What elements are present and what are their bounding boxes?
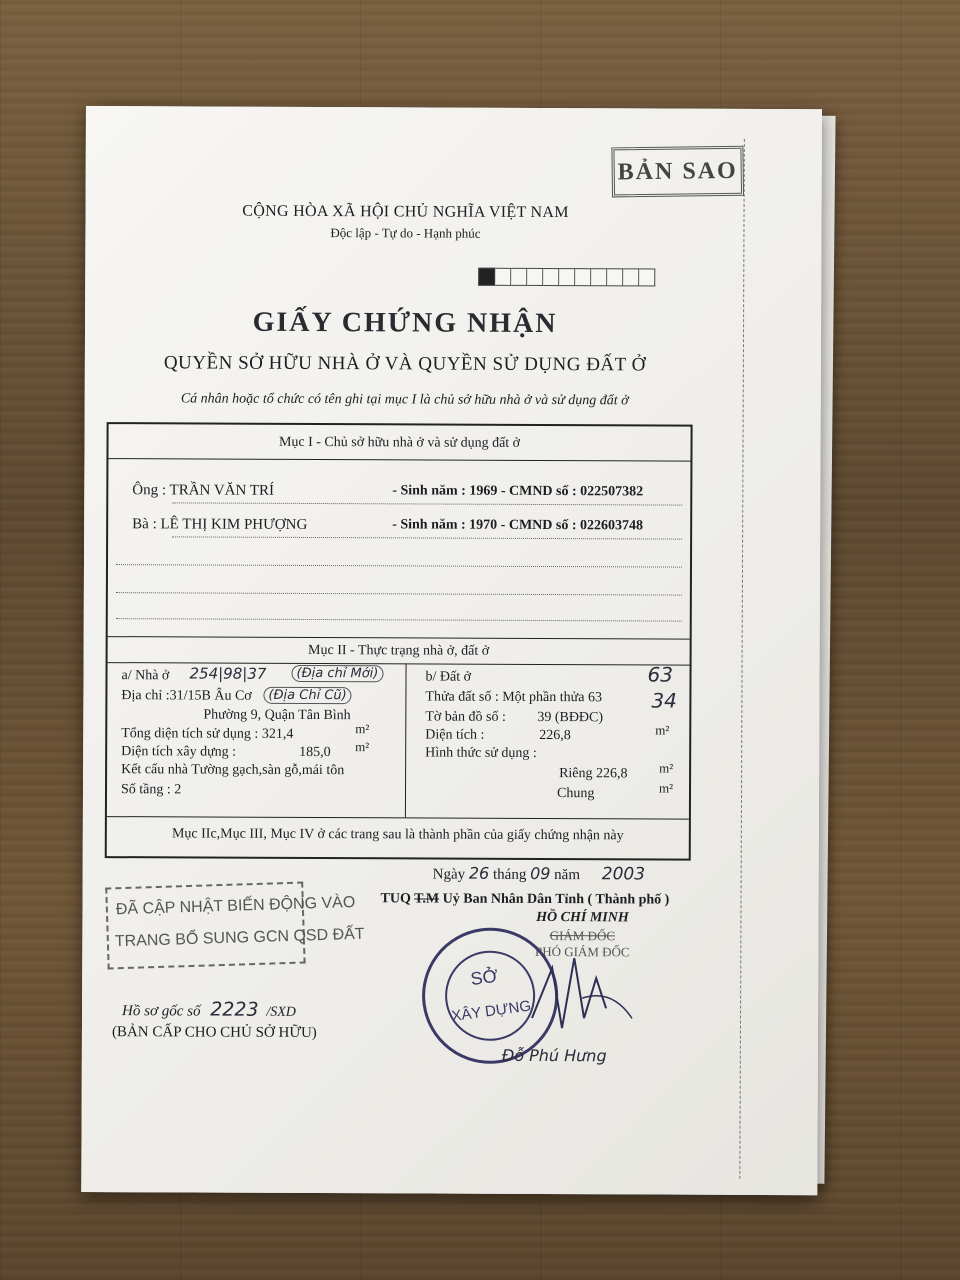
land-map-label: Tờ bản đồ số : — [425, 709, 506, 725]
owner-2-info: - Sinh năm : 1970 - CMND số : 022603748 — [392, 517, 644, 534]
document-subtitle: QUYỀN SỞ HỮU NHÀ Ở VÀ QUYỀN SỬ DỤNG ĐẤT Ở — [163, 352, 646, 376]
update-stamp — [105, 882, 365, 970]
section2-footer: Mục IIc,Mục III, Mục IV ở các trang sau là thành phần của giấy chứng nhận này — [171, 826, 624, 844]
land-private: Riêng 226,8 — [559, 766, 628, 782]
dotted-line — [116, 618, 682, 621]
file-label: Hồ sơ gốc số — [122, 1003, 201, 1020]
authority-city: HỒ CHÍ MINH — [536, 909, 629, 926]
fold-line — [739, 139, 745, 1179]
divider — [107, 816, 689, 820]
handwritten-map: 34 — [651, 688, 677, 713]
file-suffix: /SXD — [266, 1004, 296, 1020]
update-stamp-line2: TRANG BỔ SUNG GCN QSD ĐẤT — [114, 925, 365, 951]
owner-2-prefix: Bà : — [132, 516, 157, 533]
divider — [108, 458, 690, 462]
house-address: Địa chỉ :31/15B Âu Cơ — [121, 688, 252, 704]
handwritten-new-address: (Địa chỉ Mới) — [291, 665, 383, 682]
authority-name: Uỷ Ban Nhân Dân Tỉnh ( Thành phố ) — [442, 891, 670, 908]
seal-bottom-text: XÂY DỰNG — [450, 997, 533, 1026]
land-area-label: Diện tích : — [425, 727, 485, 743]
certificate-paper — [81, 106, 822, 1195]
authority-line1 — [381, 891, 670, 908]
divider — [108, 636, 690, 640]
owner-1 — [132, 482, 274, 500]
intro-text: Cá nhân hoặc tổ chức có tên ghi tại mục I là chủ sở hữu nhà ở và sử dụng đất ở — [180, 391, 629, 409]
section1-heading: Mục I - Chủ sở hữu nhà ở và sử dụng đất ở — [278, 434, 521, 451]
serial-number-boxes — [478, 268, 655, 287]
house-handwritten-number: 254|98|37 — [189, 664, 267, 683]
handwritten-old-address: (Địa Chỉ Cũ) — [263, 687, 351, 704]
update-stamp-line1: ĐÃ CẬP NHẬT BIẾN ĐỘNG VÀO — [115, 893, 356, 919]
house-address-line2: Phường 9, Quận Tân Bình — [203, 707, 351, 724]
date-line — [433, 864, 645, 885]
land-shared: Chung — [556, 786, 595, 802]
dotted-line — [116, 564, 682, 567]
month: 09 — [530, 863, 551, 884]
day: 26 — [468, 863, 490, 883]
authority-deputy: PHÓ GIÁM ĐỐC — [534, 943, 630, 960]
authority-director: GIÁM ĐỐC — [549, 928, 616, 944]
motto: Độc lập - Tự do - Hạnh phúc — [330, 225, 481, 241]
land-area-unit: m² — [655, 722, 670, 738]
month-label: tháng — [492, 866, 527, 883]
house-floors: Số tầng : 2 — [120, 782, 182, 798]
year-label: năm — [554, 867, 581, 884]
file-line — [122, 998, 296, 1021]
land-shared-unit: m² — [658, 780, 674, 796]
handwritten-plot: 63 — [647, 662, 674, 687]
section2-heading: Mục II - Thực trạng nhà ở, đất ở — [308, 642, 490, 659]
house-build-area-unit: m² — [355, 739, 370, 755]
owner-1-info: - Sinh năm : 1969 - CMND số : 022507382 — [392, 483, 644, 500]
signatory-name: Đỗ Phú Hưng — [501, 1045, 607, 1066]
land-area-value: 226,8 — [539, 727, 571, 744]
house-build-area-label: Diện tích xây dựng : — [121, 744, 237, 760]
land-usage: Hình thức sử dụng : — [425, 745, 537, 761]
document-title: GIẤY CHỨNG NHẬN — [252, 306, 558, 340]
owner-1-name: TRẦN VĂN TRÍ — [169, 482, 275, 499]
dotted-line — [172, 536, 682, 539]
file-note: (BẢN CẤP CHO CHỦ SỞ HỮU) — [111, 1024, 317, 1042]
file-number: 2223 — [210, 998, 259, 1021]
copy-stamp: BẢN SAO — [611, 146, 744, 198]
dotted-line — [116, 592, 682, 595]
signature-scribble — [522, 948, 652, 1039]
certificate-table — [105, 422, 693, 861]
seal-top-text: SỞ — [469, 965, 500, 990]
authority-struck: T.M — [414, 891, 440, 907]
year: 2003 — [601, 864, 646, 885]
land-label: b/ Đất ở — [425, 669, 472, 685]
house-total-area: Tổng diện tích sử dụng : 321,4 — [121, 726, 294, 742]
land-map-value: 39 (BĐĐC) — [537, 709, 604, 726]
house-total-area-unit: m² — [355, 721, 370, 737]
dotted-line — [172, 502, 682, 505]
nation-header: CỘNG HÒA XÃ HỘI CHỦ NGHĨA VIỆT NAM — [242, 202, 569, 222]
house-build-area-value: 185,0 — [299, 744, 331, 761]
day-label: Ngày — [432, 866, 466, 883]
column-divider — [405, 663, 407, 817]
owner-2-name: LÊ THỊ KIM PHƯỢNG — [160, 516, 308, 533]
house-structure: Kết cấu nhà Tường gạch,sàn gỗ,mái tôn — [121, 762, 345, 779]
authority-prefix: TUQ — [380, 891, 411, 907]
owner-2 — [132, 516, 307, 534]
land-private-unit: m² — [659, 760, 674, 776]
land-plot: Thửa đất số : Một phần thửa 63 — [425, 689, 603, 706]
house-label: a/ Nhà ở — [121, 668, 170, 684]
owner-1-prefix: Ông : — [132, 482, 167, 499]
